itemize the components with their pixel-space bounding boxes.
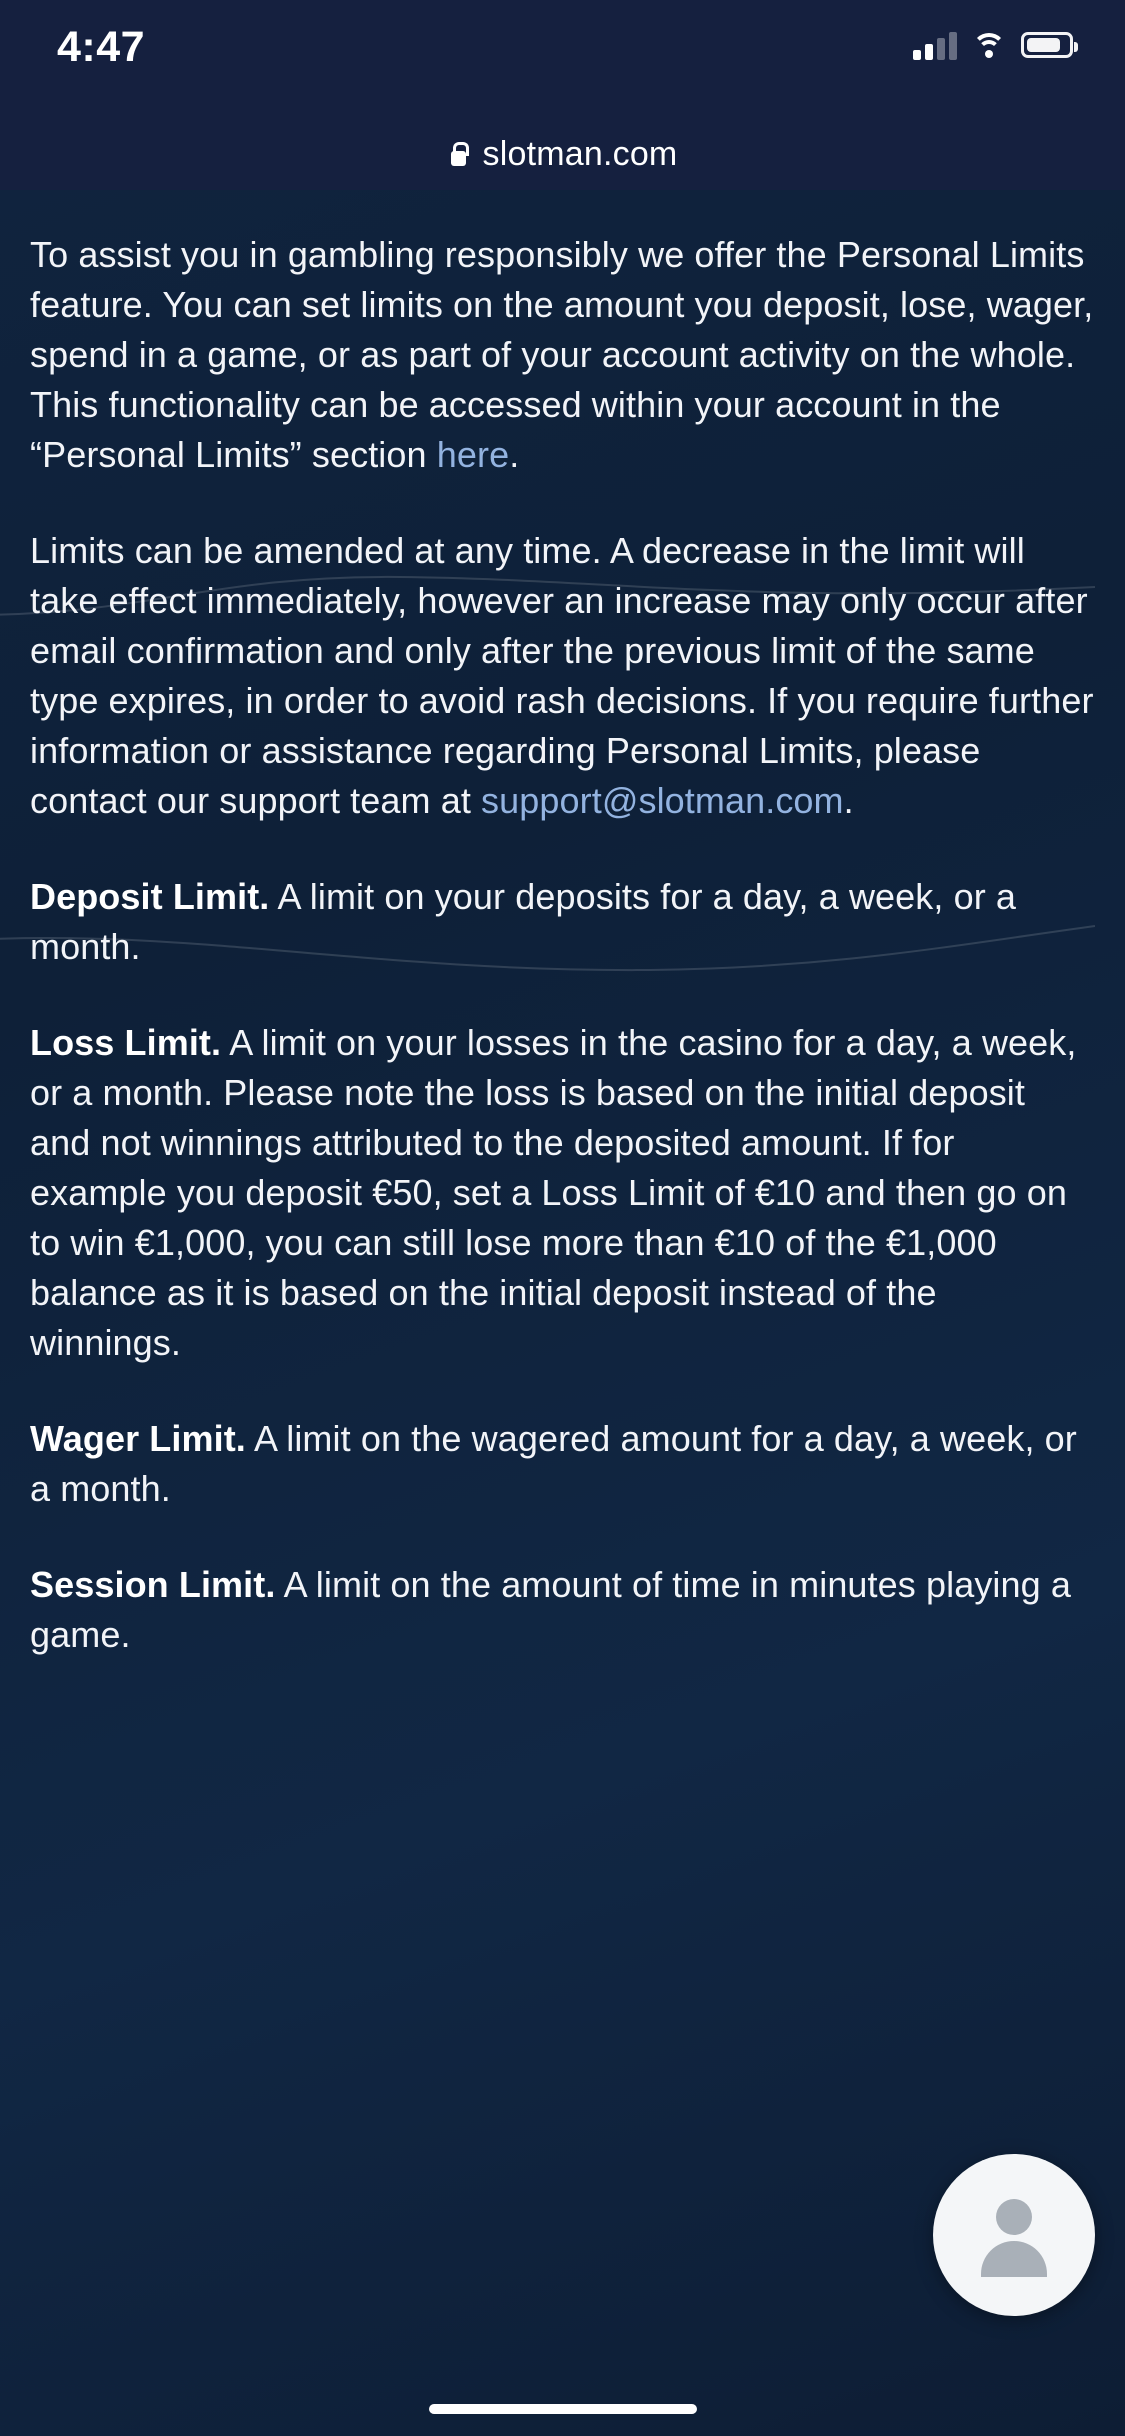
wager-limit-text: A limit on the wagered amount for a day, a week, or a month. [30,1418,1077,1509]
session-limit-text: A limit on the amount of time in minutes playing a game. [30,1564,1071,1655]
loss-limit-term: Loss Limit. [30,1022,222,1063]
definition-session-limit [30,1560,1095,1660]
home-indicator[interactable] [429,2404,697,2414]
paragraph-intro [30,230,1095,480]
definition-deposit-limit [30,872,1095,972]
paragraph-amendments-tail: . [843,780,854,821]
definition-loss-limit [30,1018,1095,1368]
here-link[interactable]: here [436,434,510,475]
loss-limit-text: A limit on your losses in the casino for a day, a week, or a month. Please note the loss is based on the initial deposit and not winnings attributed to the deposited amount. If for example you deposit €50, set a Loss Limit of €10 and then go on to win €1,000, you can still lose more than €10 of the €1,000 balance as it is based on the initial deposit instead of the winnings. [30,1022,1077,1363]
status-bar [0,0,1125,118]
deposit-limit-term: Deposit Limit. [30,876,270,917]
url-text: slotman.com [482,134,678,173]
wifi-icon [971,31,1007,59]
browser-url-bar[interactable] [0,118,1125,190]
account-fab-button[interactable] [933,2154,1095,2316]
definition-wager-limit [30,1414,1095,1514]
deposit-limit-text: A limit on your deposits for a day, a week, or a month. [30,876,1017,967]
paragraph-amendments-text: Limits can be amended at any time. A decrease in the limit will take effect immediately, however an increase may only occur after email confirmation and only after the previous limit of the same type expires, in order to avoid rash decisions. If you require further information or assistance regarding Personal Limits, please contact our support team at [30,530,1094,821]
status-indicators [913,30,1073,60]
status-time: 4:47 [57,23,146,71]
paragraph-intro-tail: . [509,434,520,475]
support-email-link[interactable]: support@slotman.com [481,780,844,821]
session-limit-term: Session Limit. [30,1564,276,1605]
wager-limit-term: Wager Limit. [30,1418,246,1459]
battery-icon [1021,32,1073,58]
page-content [0,190,1125,1660]
paragraph-intro-text: To assist you in gambling responsibly we offer the Personal Limits feature. You can set limits on the amount you deposit, lose, wager, spend in a game, or as part of your account activity on the whole. This functionality can be accessed within your account in the “Personal Limits” section [30,234,1094,475]
cellular-signal-icon [913,30,957,60]
paragraph-amendments [30,526,1095,826]
lock-icon [448,141,469,167]
user-avatar-icon [974,2195,1054,2275]
